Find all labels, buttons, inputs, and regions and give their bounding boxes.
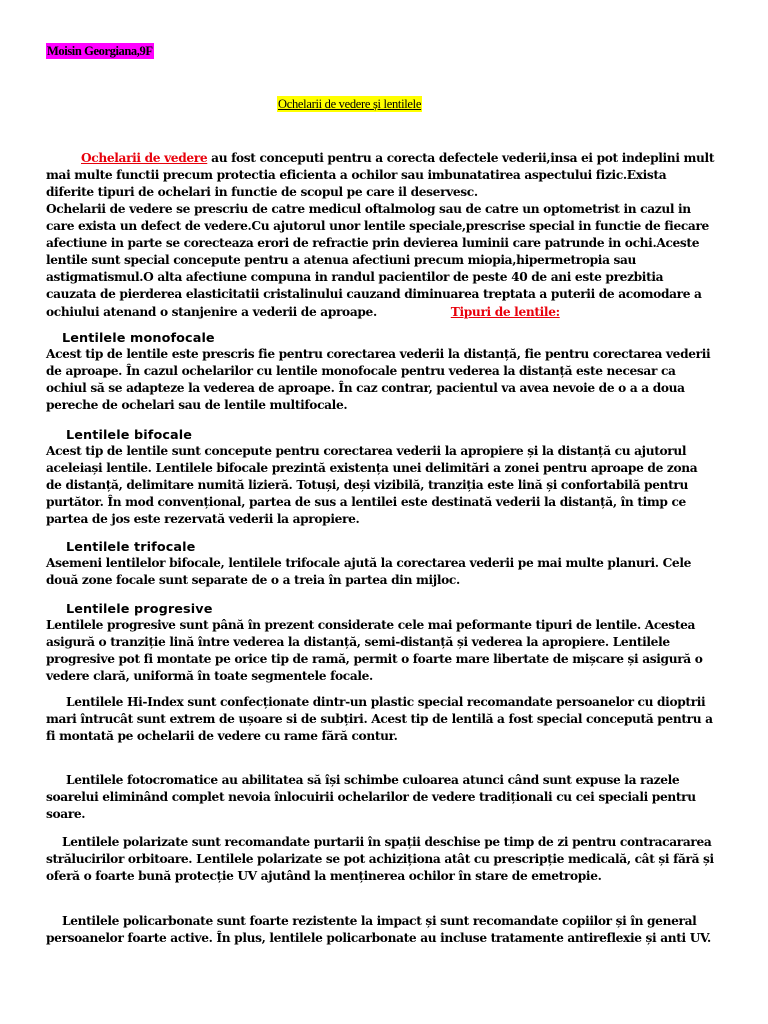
paragraph-policarbonate: Lentilele policarbonate sunt foarte rezistente la impact și sunt recomandate copiilor și în general persoanelor foarte active. În plus, lentilele policarbonate au incluse tratamente antireflexie și anti UV. bbox=[46, 914, 711, 946]
document-title: Ochelarii de vedere și lentilele bbox=[278, 97, 422, 111]
intro-paragraph bbox=[46, 150, 716, 201]
intro-text-2: Ochelarii de vedere se prescriu de catre medicul oftalmolog sau de catre un optometrist in cazul in care exista un defect de vedere.Cu ajutorul unor lentile speciale,prescrise special in functie de fiecare afectiune in parte se corecteaza erori de refractie prin devierea luminii care patrunde in ochi.Aceste lentile sunt special concepute pentru a atenua afectiuni precum miopia,hipermetropia sau astigmatismul.O alta afectiune compuna in randul pacientilor de peste 40 de ani este prezbitia cauzata de pierderea elasticitatii cristalinului cauzand diminuarea treptata a puterii de acomodare a ochiului atenand o stanjenire a vederii de aproape. bbox=[46, 202, 709, 319]
text-progresive: Lentilele progresive sunt până în prezent considerate cele mai peformante tipuri de lentile. Acestea asigură o tranziție lină între vederea la distanță, semi-distanță și vederea la apropiere. Lentilele progresive pot fi montate pe orice tip de ramă, permit o foarte mare libertate de mișcare și asigură o vedere clară, uniformă în toate segmentele focale. bbox=[46, 618, 703, 684]
paragraph-fotocromatice: Lentilele fotocromatice au abilitatea să își schimbe culoarea atunci când sunt expuse la razele soarelui eliminând complet nevoia înlocuirii ochelarilor de vedere tradiționali cu cei speciali pentru soare. bbox=[46, 773, 696, 822]
intro-text-1: au fost conceputi pentru a corecta defectele vederii,insa ei pot indeplini mult mai multe functii precum protectia eficienta a ochilor sau imbunatatirea aspectului fizic.Exista diferite tipuri de ochelari in functie de scopul pe care il deservesc. bbox=[46, 151, 715, 200]
text-monofocale: Acest tip de lentile este prescris fie pentru corectarea vederii la distanță, fie pentru corectarea vederii de aproape. În cazul ochelarilor cu lentile monofocale pentru vederea la distanță este necesar ca ochiul să se adapteze la vederea de aproape. În caz contrar, pacientul va avea nevoie de o a a doua pereche de ochelari sau de lentile multifocale. bbox=[46, 347, 711, 413]
types-link[interactable]: Tipuri de lentile: bbox=[450, 304, 560, 319]
paragraph-hi-index: Lentilele Hi-Index sunt confecționate dintr-un plastic special recomandate persoanelor cu dioptrii mari întrucât sunt extrem de ușoare si de subțiri. Acest tip de lentilă a fost special concepută pentru a fi montată pe ochelarii de vedere cu rame fără contur. bbox=[46, 695, 713, 744]
intro-paragraph-2 bbox=[46, 201, 716, 321]
heading-progresive: Lentilele progresive bbox=[66, 602, 213, 617]
text-bifocale: Acest tip de lentile sunt concepute pentru corectarea vederii la apropiere și la distanță cu ajutorul aceleiași lentile. Lentilele bifocale prezintă existența unei delimitări a zonei pentru aproape de zona de distanță, delimitare numită lizieră. Totuși, deși vizibilă, tranziția este lină și confortabilă pentru purtător. În mod convențional, partea de sus a lentilei este destinată vederii la distanță, în timp ce partea de jos este rezervată vederii la apropiere. bbox=[46, 444, 698, 527]
ochelari-link[interactable]: Ochelarii de vedere bbox=[81, 151, 208, 165]
heading-bifocale: Lentilele bifocale bbox=[66, 428, 193, 443]
heading-trifocale: Lentilele trifocale bbox=[66, 540, 196, 555]
author-name: Moisin Georgiana,9F bbox=[47, 44, 153, 58]
paragraph-polarizate: Lentilele polarizate sunt recomandate purtarii în spații deschise pe timp de zi pentru contracararea strălucirilor orbitoare. Lentilele polarizate se pot achiziționa atât cu prescripție medicală, cât și fără și oferă o foarte bună protecție UV ajutând la menținerea ochilor în stare de emetropie. bbox=[46, 835, 714, 884]
text-trifocale: Asemeni lentilelor bifocale, lentilele trifocale ajută la corectarea vederii pe mai multe planuri. Cele două zone focale sunt separate de o a treia în partea din mijloc. bbox=[46, 556, 692, 588]
heading-monofocale: Lentilele monofocale bbox=[62, 331, 215, 346]
